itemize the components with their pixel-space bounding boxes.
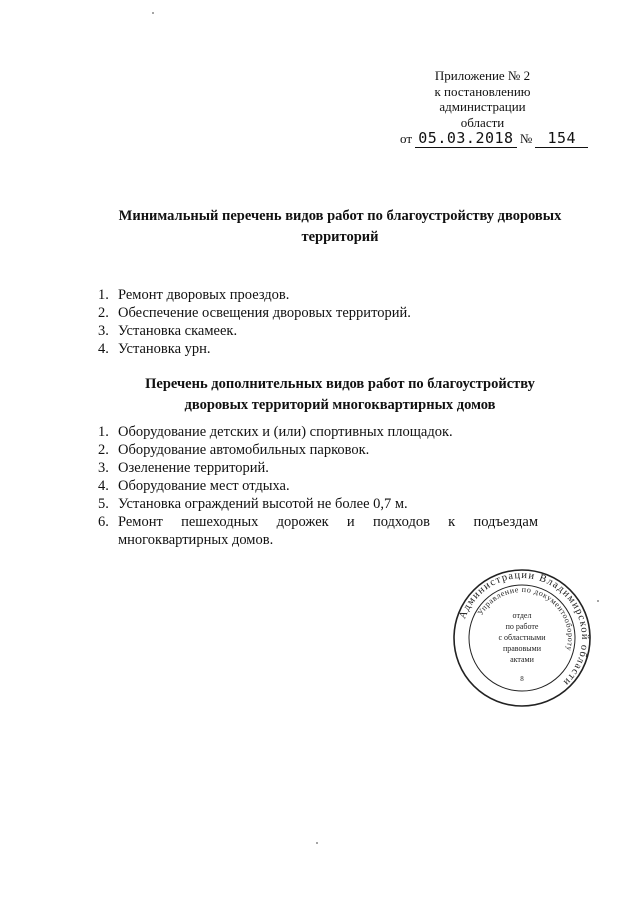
approval-block (400, 68, 577, 147)
date-prefix: от (400, 131, 413, 146)
section2-title (90, 374, 590, 416)
stamp-center-line2: по работе (505, 622, 539, 631)
list-item: 3. Озеленение территорий. (98, 460, 269, 476)
approval-line-3: администрации (439, 99, 526, 114)
stamp-inner-text: Управление по документообороту (475, 584, 576, 653)
additional-works-list (98, 423, 538, 549)
stamp-center-line4: правовыми (502, 644, 542, 653)
list-item: 2. Обеспечение освещения дворовых территорий. (98, 305, 411, 321)
number-value: 154 (535, 129, 588, 148)
stamp-center-line3: с областными (498, 633, 546, 642)
section1-title-line1: Минимальный перечень видов работ по благоустройству дворовых (118, 208, 562, 224)
scan-speck (316, 842, 318, 844)
list-item: 1. Оборудование детских и (или) спортивных площадок. (98, 424, 453, 440)
official-stamp (452, 568, 592, 708)
scan-speck (597, 600, 599, 602)
list-item: 6. Ремонт пешеходных дорожек и подходов к подъездам многоквартирных домов. (98, 514, 538, 548)
approval-date-row (400, 129, 577, 147)
section2-title-line1: Перечень дополнительных видов работ по благоустройству (145, 376, 535, 392)
list-item: 5. Установка ограждений высотой не более 0,7 м. (98, 496, 408, 512)
list-item: 3. Установка скамеек. (98, 323, 238, 339)
list-item: 4. Оборудование мест отдыха. (98, 478, 290, 494)
minimal-works-list (98, 286, 538, 358)
section1-title-line2: территорий (301, 229, 379, 245)
list-item: 4. Установка урн. (98, 341, 211, 357)
stamp-outer-text: Администрации Владимирской области (457, 569, 591, 689)
stamp-bottom-mark: 8 (520, 675, 524, 683)
list-item: 2. Оборудование автомобильных парковок. (98, 442, 370, 458)
section2-title-line2: дворовых территорий многоквартирных домов (184, 397, 496, 413)
section1-title (90, 206, 590, 248)
stamp-center-line1: отдел (512, 611, 532, 620)
approval-line-2: к постановлению (434, 83, 531, 99)
date-value: 05.03.2018 (415, 129, 516, 148)
approval-line-1: Приложение № 2 (434, 68, 531, 83)
number-prefix: № (519, 131, 533, 146)
approval-line-4: области (460, 114, 505, 130)
stamp-center-line5: актами (510, 655, 534, 664)
list-item: 1. Ремонт дворовых проездов. (98, 287, 290, 303)
scan-speck (152, 12, 154, 14)
